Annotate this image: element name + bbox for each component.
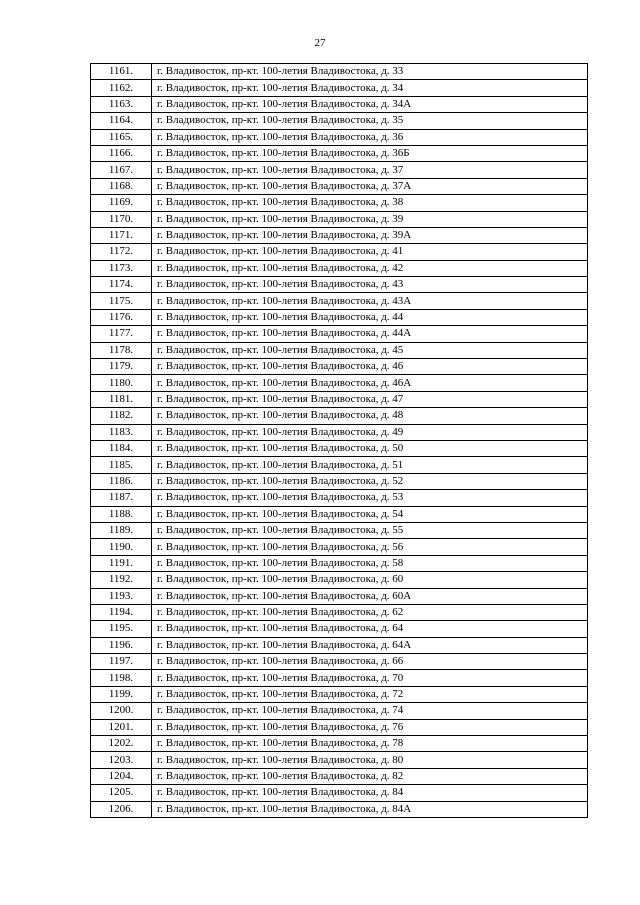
- row-number: 1197.: [91, 654, 152, 670]
- row-address: г. Владивосток, пр-кт. 100-летия Владивостока, д. 34А: [152, 96, 588, 112]
- row-address: г. Владивосток, пр-кт. 100-летия Владивостока, д. 48: [152, 408, 588, 424]
- row-number: 1169.: [91, 195, 152, 211]
- row-number: 1170.: [91, 211, 152, 227]
- row-number: 1178.: [91, 342, 152, 358]
- row-number: 1179.: [91, 359, 152, 375]
- row-address: г. Владивосток, пр-кт. 100-летия Владивостока, д. 70: [152, 670, 588, 686]
- row-number: 1190.: [91, 539, 152, 555]
- table-row: [91, 719, 588, 735]
- table-row: [91, 309, 588, 325]
- table-row: [91, 80, 588, 96]
- row-address: г. Владивосток, пр-кт. 100-летия Владивостока, д. 35: [152, 113, 588, 129]
- row-number: 1187.: [91, 490, 152, 506]
- table-row: [91, 391, 588, 407]
- row-number: 1200.: [91, 703, 152, 719]
- row-address: г. Владивосток, пр-кт. 100-летия Владивостока, д. 43: [152, 277, 588, 293]
- row-address: г. Владивосток, пр-кт. 100-летия Владивостока, д. 66: [152, 654, 588, 670]
- row-address: г. Владивосток, пр-кт. 100-летия Владивостока, д. 52: [152, 473, 588, 489]
- row-address: г. Владивосток, пр-кт. 100-летия Владивостока, д. 55: [152, 522, 588, 538]
- row-number: 1199.: [91, 686, 152, 702]
- page-number: 27: [314, 37, 326, 49]
- table-row: [91, 572, 588, 588]
- row-number: 1166.: [91, 145, 152, 161]
- row-address: г. Владивосток, пр-кт. 100-летия Владивостока, д. 36Б: [152, 145, 588, 161]
- table-row: [91, 195, 588, 211]
- table-row: [91, 440, 588, 456]
- row-number: 1162.: [91, 80, 152, 96]
- row-number: 1181.: [91, 391, 152, 407]
- table-row: [91, 113, 588, 129]
- table-row: [91, 359, 588, 375]
- row-address: г. Владивосток, пр-кт. 100-летия Владивостока, д. 80: [152, 752, 588, 768]
- row-number: 1165.: [91, 129, 152, 145]
- table-row: [91, 736, 588, 752]
- table-row: [91, 490, 588, 506]
- row-address: г. Владивосток, пр-кт. 100-летия Владивостока, д. 37: [152, 162, 588, 178]
- table-row: [91, 293, 588, 309]
- row-address: г. Владивосток, пр-кт. 100-летия Владивостока, д. 42: [152, 260, 588, 276]
- table-row: [91, 129, 588, 145]
- row-address: г. Владивосток, пр-кт. 100-летия Владивостока, д. 84: [152, 785, 588, 801]
- row-address: г. Владивосток, пр-кт. 100-летия Владивостока, д. 46А: [152, 375, 588, 391]
- row-number: 1195.: [91, 621, 152, 637]
- row-address: г. Владивосток, пр-кт. 100-летия Владивостока, д. 74: [152, 703, 588, 719]
- row-number: 1164.: [91, 113, 152, 129]
- row-address: г. Владивосток, пр-кт. 100-летия Владивостока, д. 56: [152, 539, 588, 555]
- row-number: 1175.: [91, 293, 152, 309]
- table-row: [91, 227, 588, 243]
- row-address: г. Владивосток, пр-кт. 100-летия Владивостока, д. 46: [152, 359, 588, 375]
- row-number: 1196.: [91, 637, 152, 653]
- row-address: г. Владивосток, пр-кт. 100-летия Владивостока, д. 41: [152, 244, 588, 260]
- row-number: 1176.: [91, 309, 152, 325]
- row-address: г. Владивосток, пр-кт. 100-летия Владивостока, д. 82: [152, 768, 588, 784]
- row-address: г. Владивосток, пр-кт. 100-летия Владивостока, д. 58: [152, 555, 588, 571]
- table-row: [91, 96, 588, 112]
- row-address: г. Владивосток, пр-кт. 100-летия Владивостока, д. 60: [152, 572, 588, 588]
- table-row: [91, 162, 588, 178]
- table-row: [91, 588, 588, 604]
- row-number: 1171.: [91, 227, 152, 243]
- row-address: г. Владивосток, пр-кт. 100-летия Владивостока, д. 50: [152, 440, 588, 456]
- row-address: г. Владивосток, пр-кт. 100-летия Владивостока, д. 36: [152, 129, 588, 145]
- table-row: [91, 654, 588, 670]
- row-number: 1177.: [91, 326, 152, 342]
- row-number: 1183.: [91, 424, 152, 440]
- row-address: г. Владивосток, пр-кт. 100-летия Владивостока, д. 72: [152, 686, 588, 702]
- table-row: [91, 145, 588, 161]
- table-row: [91, 277, 588, 293]
- table-row: [91, 686, 588, 702]
- table-row: [91, 621, 588, 637]
- row-address: г. Владивосток, пр-кт. 100-летия Владивостока, д. 51: [152, 457, 588, 473]
- table-row: [91, 604, 588, 620]
- row-number: 1204.: [91, 768, 152, 784]
- row-address: г. Владивосток, пр-кт. 100-летия Владивостока, д. 47: [152, 391, 588, 407]
- table-row: [91, 539, 588, 555]
- table-row: [91, 178, 588, 194]
- table-row: [91, 555, 588, 571]
- row-address: г. Владивосток, пр-кт. 100-летия Владивостока, д. 53: [152, 490, 588, 506]
- row-number: 1201.: [91, 719, 152, 735]
- row-address: г. Владивосток, пр-кт. 100-летия Владивостока, д. 44: [152, 309, 588, 325]
- row-number: 1205.: [91, 785, 152, 801]
- address-table: [90, 63, 588, 818]
- row-number: 1186.: [91, 473, 152, 489]
- row-number: 1193.: [91, 588, 152, 604]
- table-row: [91, 424, 588, 440]
- table-row: [91, 670, 588, 686]
- row-number: 1182.: [91, 408, 152, 424]
- row-number: 1192.: [91, 572, 152, 588]
- row-address: г. Владивосток, пр-кт. 100-летия Владивостока, д. 39: [152, 211, 588, 227]
- table-row: [91, 342, 588, 358]
- row-number: 1188.: [91, 506, 152, 522]
- row-address: г. Владивосток, пр-кт. 100-летия Владивостока, д. 64А: [152, 637, 588, 653]
- row-number: 1180.: [91, 375, 152, 391]
- row-number: 1206.: [91, 801, 152, 817]
- row-number: 1198.: [91, 670, 152, 686]
- row-number: 1173.: [91, 260, 152, 276]
- table-row: [91, 326, 588, 342]
- row-address: г. Владивосток, пр-кт. 100-летия Владивостока, д. 43А: [152, 293, 588, 309]
- table-row: [91, 522, 588, 538]
- table-row: [91, 785, 588, 801]
- row-number: 1194.: [91, 604, 152, 620]
- table-row: [91, 408, 588, 424]
- table-row: [91, 375, 588, 391]
- row-address: г. Владивосток, пр-кт. 100-летия Владивостока, д. 64: [152, 621, 588, 637]
- row-number: 1172.: [91, 244, 152, 260]
- table-row: [91, 768, 588, 784]
- row-address: г. Владивосток, пр-кт. 100-летия Владивостока, д. 78: [152, 736, 588, 752]
- row-address: г. Владивосток, пр-кт. 100-летия Владивостока, д. 76: [152, 719, 588, 735]
- row-number: 1161.: [91, 64, 152, 80]
- row-number: 1191.: [91, 555, 152, 571]
- row-number: 1174.: [91, 277, 152, 293]
- row-number: 1202.: [91, 736, 152, 752]
- table-row: [91, 244, 588, 260]
- table-row: [91, 637, 588, 653]
- row-number: 1185.: [91, 457, 152, 473]
- row-address: г. Владивосток, пр-кт. 100-летия Владивостока, д. 45: [152, 342, 588, 358]
- address-table-body: [91, 64, 588, 818]
- row-address: г. Владивосток, пр-кт. 100-летия Владивостока, д. 44А: [152, 326, 588, 342]
- table-row: [91, 473, 588, 489]
- row-address: г. Владивосток, пр-кт. 100-летия Владивостока, д. 54: [152, 506, 588, 522]
- row-address: г. Владивосток, пр-кт. 100-летия Владивостока, д. 37А: [152, 178, 588, 194]
- table-row: [91, 752, 588, 768]
- row-number: 1168.: [91, 178, 152, 194]
- row-address: г. Владивосток, пр-кт. 100-летия Владивостока, д. 60А: [152, 588, 588, 604]
- row-number: 1189.: [91, 522, 152, 538]
- row-number: 1203.: [91, 752, 152, 768]
- row-address: г. Владивосток, пр-кт. 100-летия Владивостока, д. 33: [152, 64, 588, 80]
- row-address: г. Владивосток, пр-кт. 100-летия Владивостока, д. 34: [152, 80, 588, 96]
- table-row: [91, 64, 588, 80]
- table-row: [91, 703, 588, 719]
- row-number: 1163.: [91, 96, 152, 112]
- row-address: г. Владивосток, пр-кт. 100-летия Владивостока, д. 38: [152, 195, 588, 211]
- row-address: г. Владивосток, пр-кт. 100-летия Владивостока, д. 39А: [152, 227, 588, 243]
- row-number: 1184.: [91, 440, 152, 456]
- table-row: [91, 457, 588, 473]
- table-row: [91, 211, 588, 227]
- table-row: [91, 506, 588, 522]
- row-address: г. Владивосток, пр-кт. 100-летия Владивостока, д. 49: [152, 424, 588, 440]
- row-number: 1167.: [91, 162, 152, 178]
- table-row: [91, 260, 588, 276]
- row-address: г. Владивосток, пр-кт. 100-летия Владивостока, д. 84А: [152, 801, 588, 817]
- table-row: [91, 801, 588, 817]
- row-address: г. Владивосток, пр-кт. 100-летия Владивостока, д. 62: [152, 604, 588, 620]
